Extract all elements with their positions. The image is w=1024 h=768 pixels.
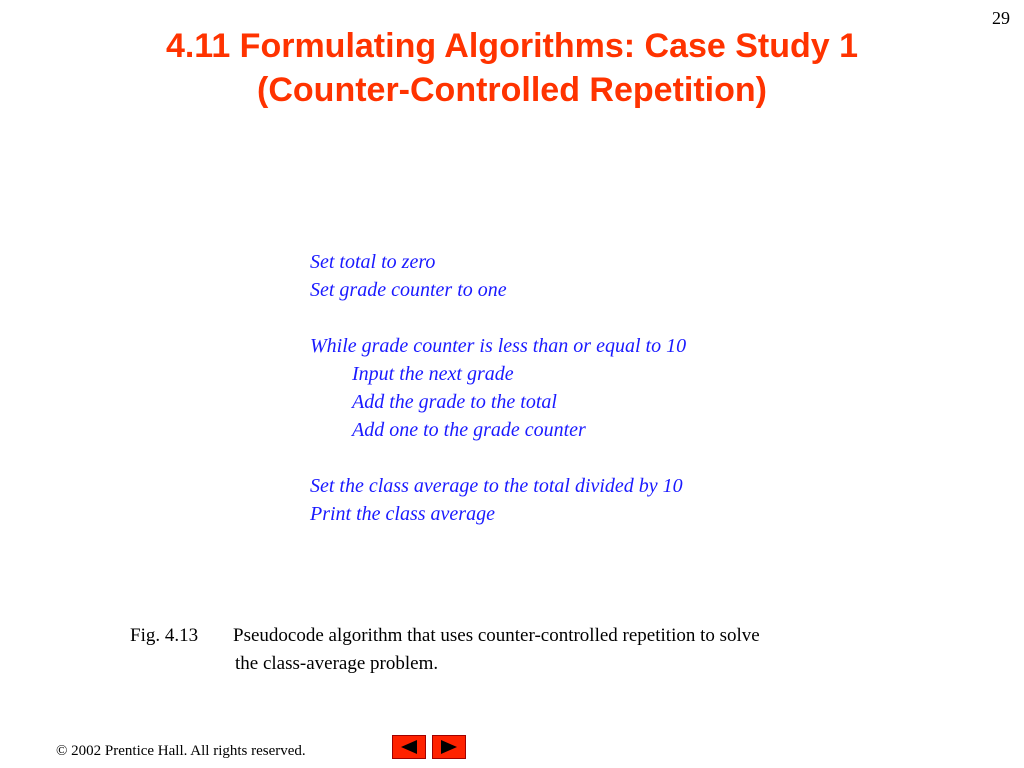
page-number: 29 [992,8,1010,28]
pseudocode-line-indented: Add one to the grade counter [352,419,586,441]
left-arrow-icon [399,739,419,755]
pseudocode-line: While grade counter is less than or equal to 10 [310,335,687,357]
copyright-symbol: © [56,743,68,759]
pseudocode-line-indented: Add the grade to the total [352,391,557,413]
pseudocode-block [310,248,686,528]
pseudocode-line: Print the class average [310,503,495,525]
pseudocode-line-indented: Input the next grade [352,363,514,385]
previous-slide-button[interactable] [392,735,426,759]
copyright-footer [56,743,306,760]
slide-title-line-2: (Counter-Controlled Repetition) [257,71,767,109]
caption-text-line-2: the class-average problem. [235,653,439,674]
pseudocode-blank-line [310,444,686,472]
slide-navigation [392,735,466,759]
copyright-text: 2002 Prentice Hall. All rights reserved. [71,743,306,759]
pseudocode-line: Set total to zero [310,251,436,273]
pseudocode-line: Set grade counter to one [310,279,507,301]
pseudocode-line: Set the class average to the total divided by 10 [310,475,683,497]
figure-caption [130,622,760,678]
caption-text-line-1: Pseudocode algorithm that uses counter-controlled repetition to solve [233,625,760,646]
slide-title [0,24,1024,112]
next-slide-button[interactable] [432,735,466,759]
figure-label: Fig. 4.13 [130,625,199,646]
right-arrow-icon [439,739,459,755]
slide-title-line-1: 4.11 Formulating Algorithms: Case Study 1 [165,27,859,65]
pseudocode-blank-line [310,304,686,332]
